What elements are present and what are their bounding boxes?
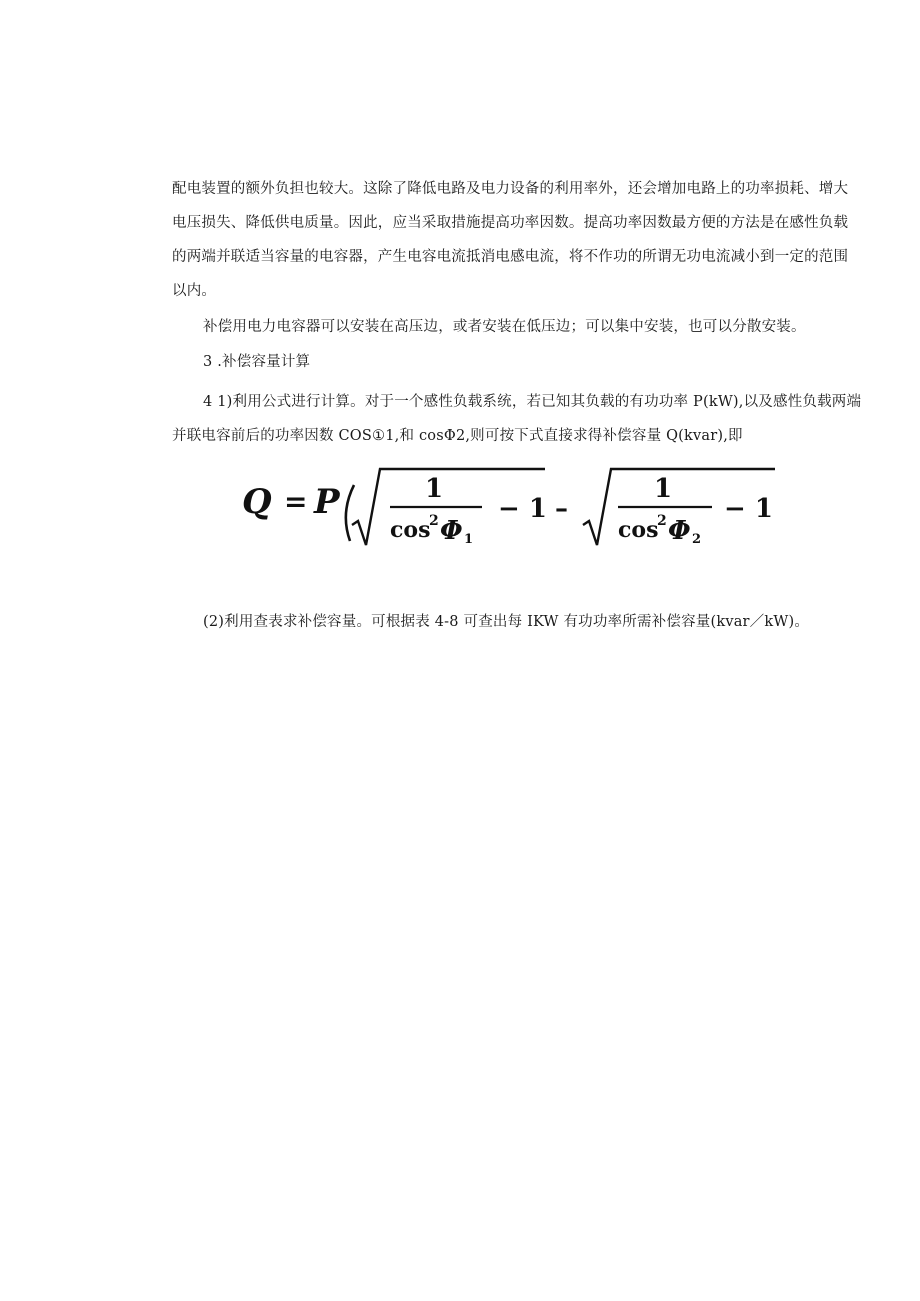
open-paren-icon: [346, 485, 354, 541]
formula-minus-one-1: − 1: [498, 494, 547, 524]
formula-subscript-2: 2: [692, 532, 702, 547]
paragraph-power-factor: [172, 172, 849, 308]
paragraph-formula-method: [172, 385, 862, 453]
formula-phi-1: Φ: [440, 516, 463, 546]
formula-p: P: [314, 482, 340, 522]
formula-equals: =: [284, 485, 308, 518]
text-line: 并联电容前后的功率因数 COS①1,和 cosΦ2,则可按下式直接求得补偿容量 Q(kvar),即: [172, 428, 743, 444]
formula-exponent-2: 2: [657, 513, 667, 529]
formula-exponent-1: 2: [429, 513, 439, 529]
text-line: 的两端并联适当容量的电容器，产生电容电流抵消电感电流，将不作功的所谓无功电流减小到一定的范围: [172, 249, 849, 265]
formula-cos-2: cos: [618, 517, 659, 543]
text-line: 配电装置的额外负担也较大。这除了降低电路及电力设备的利用率外，还会增加电路上的功率损耗、增大: [172, 181, 849, 197]
formula-q: Q: [242, 482, 272, 522]
formula-minus-one-2: − 1: [724, 494, 773, 524]
paragraph-capacitor-install: 补偿用电力电容器可以安装在高压边，或者安装在低压边；可以集中安装，也可以分散安装。: [203, 319, 806, 335]
formula-numerator-1: 1: [425, 474, 444, 504]
text-line: 以内。: [172, 283, 217, 299]
paragraph-table-lookup: (2)利用查表求补偿容量。可根据表 4-8 可查出每 IKW 有功功率所需补偿容量(kvar／kW)。: [203, 614, 810, 630]
text-line: 4 1)利用公式进行计算。对于一个感性负载系统，若已知其负载的有功功率 P(kW),以及感性负载两端: [203, 394, 862, 410]
formula-subscript-1: 1: [464, 532, 474, 547]
formula-minus: –: [555, 494, 568, 524]
formula-cos-1: cos: [390, 517, 431, 543]
formula-phi-2: Φ: [668, 516, 691, 546]
text-line: 电压损失、降低供电质量。因此，应当采取措施提高功率因数。提高功率因数最方便的方法是在感性负载: [172, 215, 849, 231]
section-heading-compensation: 3 .补偿容量计算: [203, 354, 311, 370]
formula-numerator-2: 1: [654, 474, 673, 504]
compensation-formula: [240, 463, 775, 553]
